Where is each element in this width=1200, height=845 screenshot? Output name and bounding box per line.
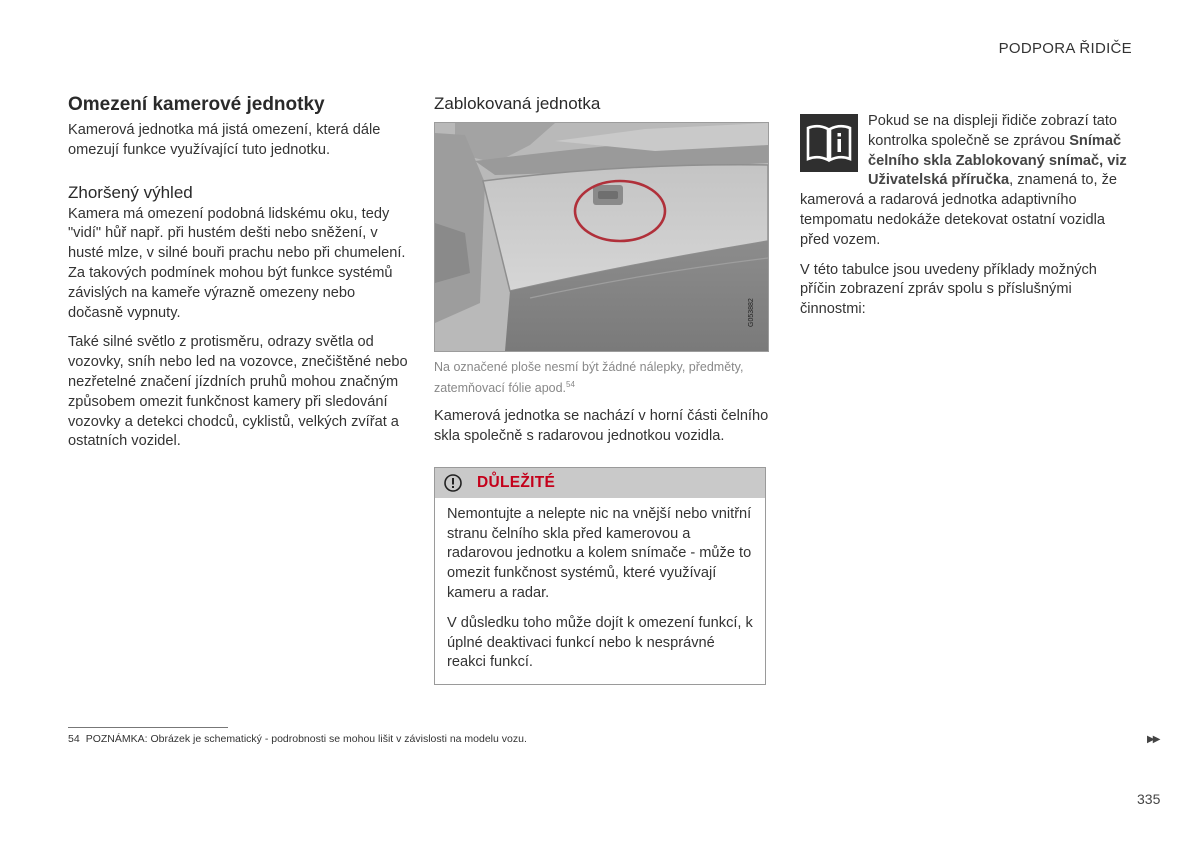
footnote-ref: 54 — [566, 380, 575, 389]
body-paragraph: Kamerová jednotka se nachází v horní části čelního skla společně s radarovou jednotkou vozidla. — [434, 408, 769, 444]
column-left — [68, 94, 413, 452]
figure-caption — [434, 359, 769, 397]
subsection-title: Zablokovaná jednotka — [434, 94, 601, 113]
chapter-header: PODPORA ŘIDIČE — [998, 40, 1132, 57]
next-page-icon[interactable]: ▶▶ — [1147, 734, 1159, 745]
intro-paragraph: Kamerová jednotka má jistá omezení, která dále omezují funkce využívající tuto jednotku. — [68, 122, 381, 158]
important-paragraph: V důsledku toho může dojít k omezení funkcí, k úplné deaktivaci funkcí nebo k nesprávné reakci funkcí. — [447, 614, 753, 671]
footnote-text: POZNÁMKA: Obrázek je schematický - podrobnosti se mohou lišit v závislosti na modelu vozu. — [85, 733, 527, 745]
important-paragraph: Nemontujte a nelepte nic na vnější nebo vnitřní stranu čelního skla před kamerovou a radarovou jednotku a kolem snímače - může to omezit funkčnost systémů, které využívají kameru a radar. — [447, 505, 752, 601]
important-body — [435, 498, 765, 684]
caption-text: Na označené ploše nesmí být žádné nálepky, předměty, zatemňovací fólie apod. — [434, 360, 744, 396]
important-box — [434, 467, 766, 685]
body-paragraph: Také silné světlo z protisměru, odrazy světla od vozovky, sníh nebo led na vozovce, znečištěné nebo nezřetelné značení jízdních pruhů mohou značným způsobem omezit funkčnost kamery při sledování vozovky a detekci chodců, cyklistů, velkých zvířat a ostatních vozidel. — [68, 334, 408, 450]
footnote — [68, 733, 527, 745]
page-number: 335 — [1137, 791, 1161, 807]
footnote-rule — [68, 727, 228, 728]
important-title: DŮLEŽITÉ — [477, 473, 556, 491]
message-text: Snímač čelního skla Zablokovaný snímač, viz Uživatelská příručka — [868, 132, 1127, 189]
manual-book-icon — [800, 114, 858, 172]
windshield-illustration — [434, 122, 769, 352]
text-tail: , znamená to, že kamerová a radarová jednotka adaptivního tempomatu nedokáže detekovat ostatní vozidla před vozem. — [800, 172, 1118, 248]
subsection-title: Zhoršený výhled — [68, 182, 193, 202]
camera-lens — [598, 191, 618, 199]
important-header — [435, 468, 765, 498]
column-right — [800, 112, 1135, 320]
image-code: G053882 — [748, 298, 755, 327]
warning-icon — [443, 473, 463, 493]
body-paragraph: Kamera má omezení podobná lidskému oku, tedy "vidí" hůř např. při hustém dešti nebo sněžení, v husté mlze, v silné bouři prachu nebo při chumelení. Za takových podmínek mohou být funkce systémů závislých na kameře výrazně omezeny nebo dočasně vypnuty. — [68, 205, 406, 321]
section-title: Omezení kamerové jednotky — [68, 94, 325, 115]
footnote-number: 54 — [68, 733, 80, 745]
column-middle — [434, 94, 769, 685]
text-lead: Pokud se na displeji řidiče zobrazí tato kontrolka společně se zprávou — [868, 113, 1118, 149]
body-paragraph: V této tabulce jsou uvedeny příklady možných příčin zobrazení zpráv spolu s příslušnými činnostmi: — [800, 261, 1097, 318]
